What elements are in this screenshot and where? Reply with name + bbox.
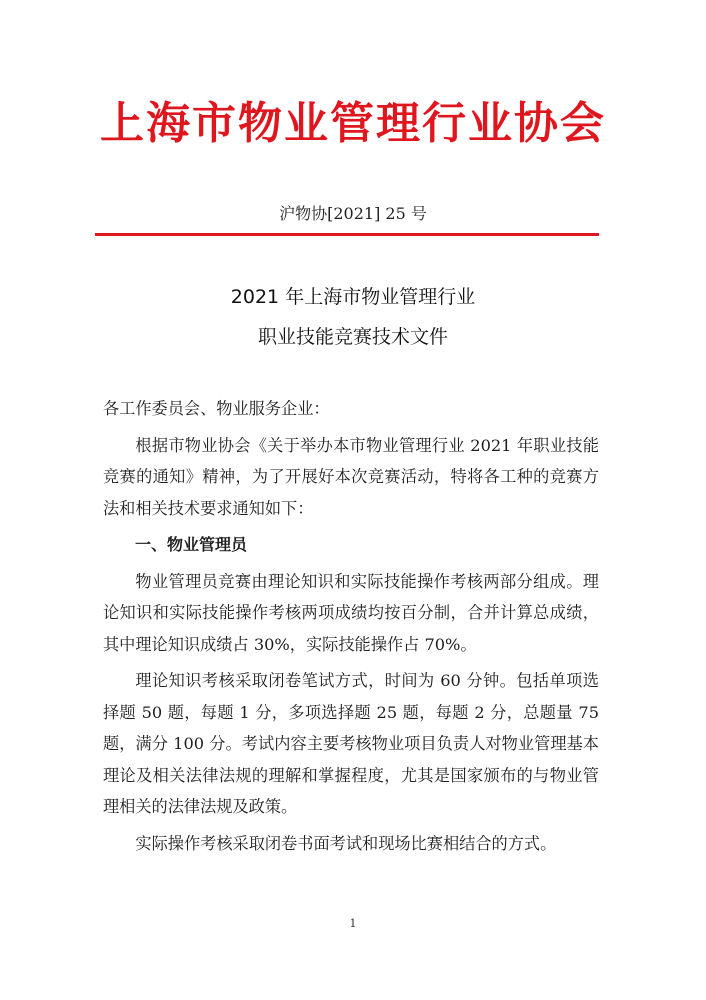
salutation: 各工作委员会、物业服务企业： [103,399,330,418]
title-line-1: 2021 年上海市物业管理行业 [230,286,476,308]
title-line-2: 职业技能竞赛技术文件 [257,326,448,348]
letterhead-org-name: 上海市物业管理行业协会 [100,98,606,149]
document-body [103,393,599,864]
document-number: 沪物协[2021] 25 号 [279,204,427,223]
document-title [0,277,706,357]
intro-paragraph: 根据市物业协会《关于举办本市物业管理行业 2021 年职业技能竞赛的通知》精神，为了开展好本次竞赛活动，特将各工种的竞赛方法和相关技术要求通知如下： [103,435,599,518]
red-header-rule [95,233,599,236]
page-number: 1 [349,917,357,930]
paragraph-practical-exam: 实际操作考核采取闭卷书面考试和现场比赛相结合的方式。 [135,833,557,853]
section-heading-property-manager: 一、物业管理员 [135,535,248,554]
paragraph-competition-composition: 物业管理员竞赛由理论知识和实际技能操作考核两部分组成。理论知识和实际技能操作考核两项成绩均按百分制，合并计算总成绩，其中理论知识成绩占 30%，实际技能操作占 70%。 [103,571,599,654]
paragraph-theory-exam: 理论知识考核采取闭卷笔试方式，时间为 60 分钟。包括单项选择题 50 题，每题 1 分，多项选择题 25 题，每题 2 分，总题量 75 题，满分 100 分。考试内容主要考核物业项目负责人对物业管理基本理论及相关法律法规的理解和掌握程度，尤其是国家颁布的与物业管理相关的法律法规及政策。 [103,671,599,816]
